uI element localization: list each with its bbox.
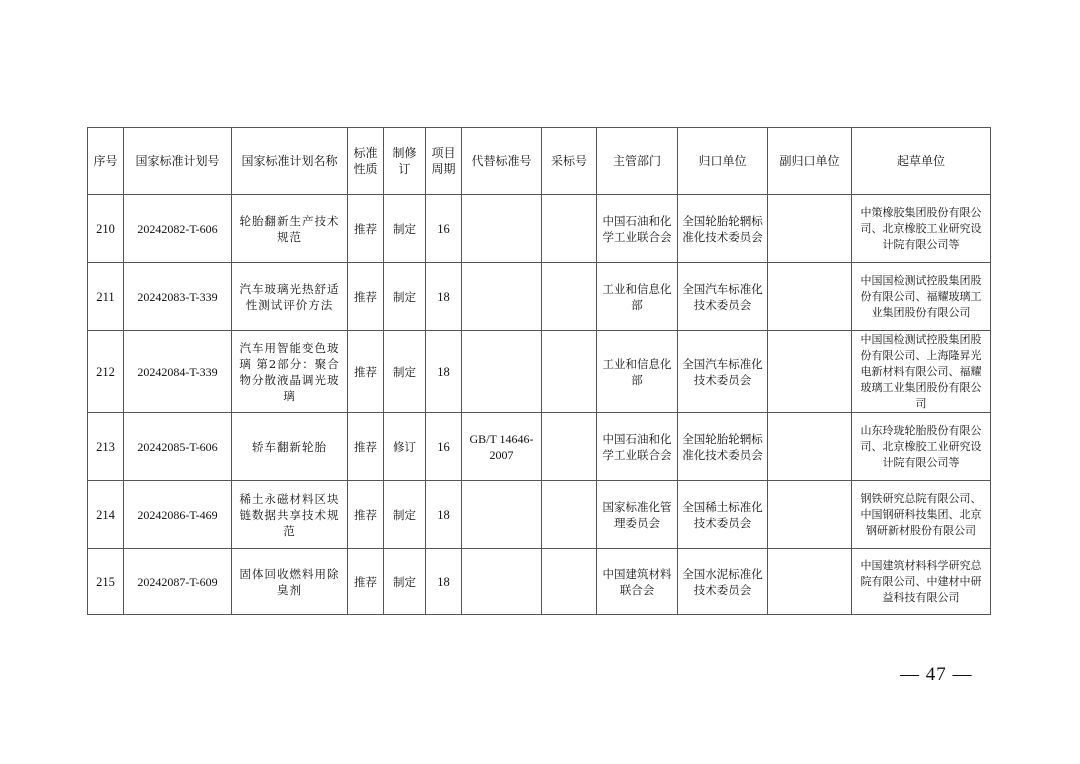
header-plan-name: 国家标准计划名称: [232, 128, 348, 195]
cell-gui: 全国稀土标准化技术委员会: [678, 481, 768, 549]
header-nature: 标准性质: [348, 128, 384, 195]
cell-nature: 推荐: [348, 413, 384, 481]
cell-gui: 全国轮胎轮辋标准化技术委员会: [678, 413, 768, 481]
cell-gui: 全国水泥标准化技术委员会: [678, 549, 768, 615]
cell-adopt: [542, 549, 597, 615]
cell-plan-name: 轮胎翻新生产技术规范: [232, 195, 348, 263]
cell-seq: 214: [88, 481, 124, 549]
header-drafter: 起草单位: [852, 128, 991, 195]
cell-vice-gui: [768, 549, 852, 615]
cell-drafter: 钢铁研究总院有限公司、中国钢研科技集团、北京钢研新材股份有限公司: [852, 481, 991, 549]
cell-plan-no: 20242086-T-469: [124, 481, 232, 549]
cell-drafter: 山东玲珑轮胎股份有限公司、北京橡胶工业研究设计院有限公司等: [852, 413, 991, 481]
cell-plan-no: 20242083-T-339: [124, 263, 232, 331]
cell-cycle: 18: [426, 263, 462, 331]
cell-cycle: 16: [426, 413, 462, 481]
cell-drafter: 中国建筑材料科学研究总院有限公司、中建材中研益科技有限公司: [852, 549, 991, 615]
cell-dept: 中国建筑材料联合会: [597, 549, 678, 615]
cell-plan-name: 汽车用智能变色玻璃 第2部分：聚合物分散液晶调光玻璃: [232, 331, 348, 413]
cell-revise: 制定: [384, 195, 426, 263]
cell-plan-name: 轿车翻新轮胎: [232, 413, 348, 481]
cell-revise: 制定: [384, 481, 426, 549]
table-row: [88, 549, 991, 615]
header-cycle: 项目周期: [426, 128, 462, 195]
cell-adopt: [542, 413, 597, 481]
cell-replace: [462, 331, 542, 413]
cell-vice-gui: [768, 413, 852, 481]
cell-nature: 推荐: [348, 195, 384, 263]
cell-revise: 制定: [384, 263, 426, 331]
cell-nature: 推荐: [348, 481, 384, 549]
cell-plan-no: 20242085-T-606: [124, 413, 232, 481]
cell-drafter: 中国国检测试控股集团股份有限公司、上海隆昇光电新材料有限公司、福耀玻璃工业集团股份有限公司: [852, 331, 991, 413]
cell-cycle: 16: [426, 195, 462, 263]
cell-plan-name: 汽车玻璃光热舒适性测试评价方法: [232, 263, 348, 331]
cell-vice-gui: [768, 331, 852, 413]
header-replace: 代替标准号: [462, 128, 542, 195]
cell-dept: 工业和信息化部: [597, 263, 678, 331]
cell-gui: 全国轮胎轮辋标准化技术委员会: [678, 195, 768, 263]
table-row: [88, 195, 991, 263]
cell-cycle: 18: [426, 481, 462, 549]
cell-plan-no: 20242087-T-609: [124, 549, 232, 615]
cell-revise: 制定: [384, 549, 426, 615]
cell-nature: 推荐: [348, 549, 384, 615]
cell-vice-gui: [768, 263, 852, 331]
cell-seq: 213: [88, 413, 124, 481]
header-adopt: 采标号: [542, 128, 597, 195]
cell-replace: [462, 481, 542, 549]
cell-plan-no: 20242082-T-606: [124, 195, 232, 263]
cell-adopt: [542, 263, 597, 331]
cell-dept: 中国石油和化学工业联合会: [597, 413, 678, 481]
header-vice-gui: 副归口单位: [768, 128, 852, 195]
cell-dept: 国家标准化管理委员会: [597, 481, 678, 549]
cell-adopt: [542, 195, 597, 263]
cell-drafter: 中国国检测试控股集团股份有限公司、福耀玻璃工业集团股份有限公司: [852, 263, 991, 331]
table-row: [88, 481, 991, 549]
cell-seq: 210: [88, 195, 124, 263]
cell-dept: 工业和信息化部: [597, 331, 678, 413]
cell-plan-name: 稀土永磁材料区块链数据共享技术规范: [232, 481, 348, 549]
page-number: — 47 —: [900, 664, 973, 685]
cell-replace: [462, 263, 542, 331]
cell-seq: 211: [88, 263, 124, 331]
cell-plan-no: 20242084-T-339: [124, 331, 232, 413]
cell-adopt: [542, 331, 597, 413]
cell-plan-name: 固体回收燃料用除臭剂: [232, 549, 348, 615]
header-seq: 序号: [88, 128, 124, 195]
cell-replace: [462, 549, 542, 615]
table-row: [88, 263, 991, 331]
cell-revise: 修订: [384, 413, 426, 481]
cell-cycle: 18: [426, 331, 462, 413]
header-revise: 制修订: [384, 128, 426, 195]
cell-dept: 中国石油和化学工业联合会: [597, 195, 678, 263]
table-row: [88, 331, 991, 413]
header-dept: 主管部门: [597, 128, 678, 195]
cell-adopt: [542, 481, 597, 549]
header-plan-no: 国家标准计划号: [124, 128, 232, 195]
cell-replace: [462, 195, 542, 263]
cell-replace: GB/T 14646-2007: [462, 413, 542, 481]
cell-vice-gui: [768, 481, 852, 549]
cell-nature: 推荐: [348, 263, 384, 331]
cell-nature: 推荐: [348, 331, 384, 413]
cell-seq: 212: [88, 331, 124, 413]
cell-gui: 全国汽车标准化技术委员会: [678, 331, 768, 413]
table-row: [88, 413, 991, 481]
header-row: [88, 128, 991, 195]
cell-drafter: 中策橡胶集团股份有限公司、北京橡胶工业研究设计院有限公司等: [852, 195, 991, 263]
header-gui: 归口单位: [678, 128, 768, 195]
cell-cycle: 18: [426, 549, 462, 615]
cell-seq: 215: [88, 549, 124, 615]
cell-gui: 全国汽车标准化技术委员会: [678, 263, 768, 331]
standards-plan-table: [87, 127, 991, 615]
cell-revise: 制定: [384, 331, 426, 413]
cell-vice-gui: [768, 195, 852, 263]
